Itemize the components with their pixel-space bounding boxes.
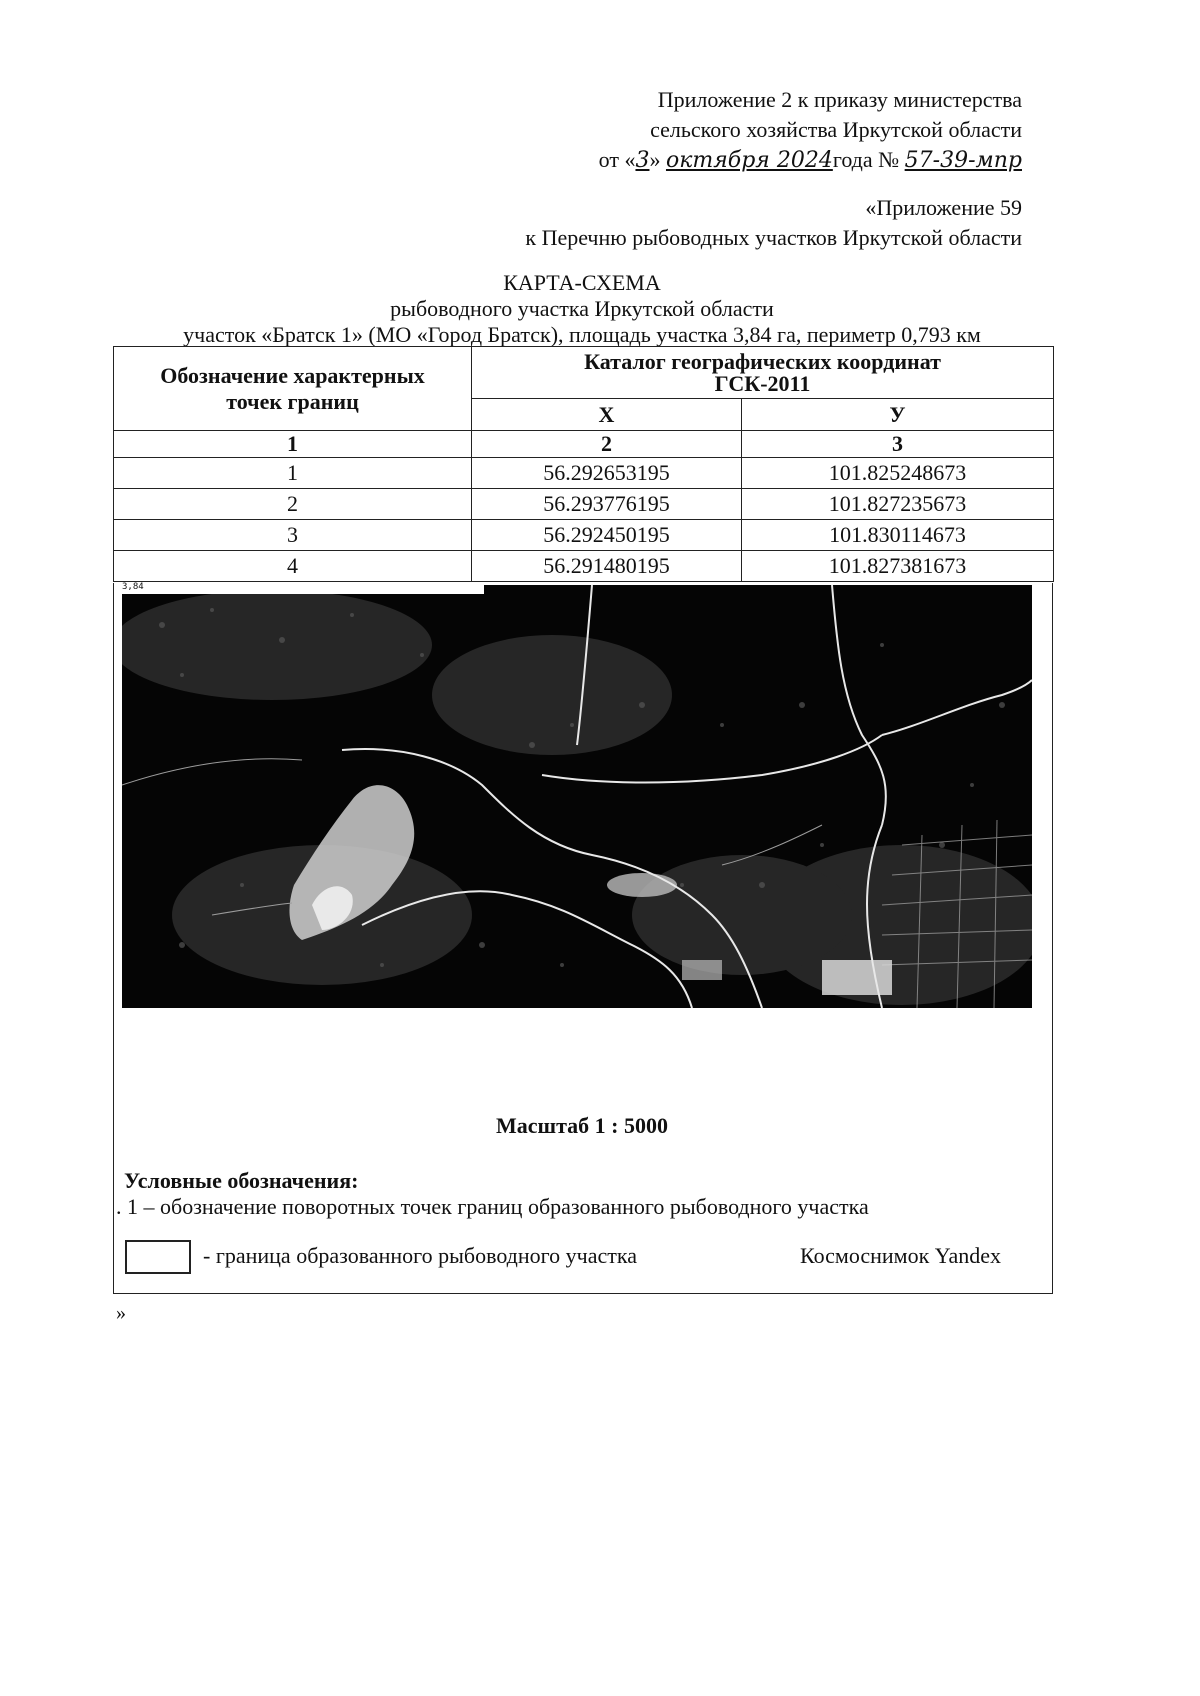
point-cell: 1 <box>114 458 472 489</box>
order-number: 57-39-мпр <box>904 148 1022 173</box>
coordinates-table <box>113 346 1054 582</box>
column-number: 1 <box>114 431 472 458</box>
column-number: 3 <box>742 431 1054 458</box>
point-cell: 4 <box>114 551 472 582</box>
point-cell: 3 <box>114 520 472 551</box>
table-row <box>114 551 1054 582</box>
table-row <box>114 458 1054 489</box>
title-line2: рыбоводного участка Иркутской области <box>390 296 774 321</box>
title-line1: КАРТА-СХЕМА <box>503 270 661 295</box>
x-cell: 56.291480195 <box>472 551 742 582</box>
table-row <box>114 489 1054 520</box>
y-cell: 101.825248673 <box>742 458 1054 489</box>
document-title <box>110 270 1054 348</box>
x-cell: 56.292653195 <box>472 458 742 489</box>
y-header: У <box>742 399 1054 431</box>
y-cell: 101.827381673 <box>742 551 1054 582</box>
y-cell: 101.830114673 <box>742 520 1054 551</box>
legend-title: Условные обозначения: <box>124 1168 359 1193</box>
order-header-line2: сельского хозяйства Иркутской области <box>650 117 1022 142</box>
x-cell: 56.292450195 <box>472 520 742 551</box>
order-month-year: октября 2024 <box>665 148 833 173</box>
x-cell: 56.293776195 <box>472 489 742 520</box>
closing-quote: » <box>116 1302 126 1324</box>
order-date-line: от «3» октября 2024года № 57-39-мпр <box>598 147 1022 173</box>
order-header <box>560 85 1022 176</box>
coordinates-table-wrap <box>113 346 1053 582</box>
catalog-header: Каталог географических координат ГСК-2011 <box>472 347 1054 399</box>
column-number: 2 <box>472 431 742 458</box>
annex-header <box>400 193 1022 253</box>
imagery-source: Космоснимок Yandex <box>800 1243 1001 1268</box>
map-label-patch <box>122 582 484 594</box>
legend-item-points: . 1 – обозначение поворотных точек границ образованного рыбоводного участка <box>116 1194 869 1219</box>
x-header: Х <box>472 399 742 431</box>
point-cell: 2 <box>114 489 472 520</box>
y-cell: 101.827235673 <box>742 489 1054 520</box>
legend-item-boundary: - граница образованного рыбоводного участка <box>203 1243 637 1268</box>
satellite-map-image <box>122 585 1032 1008</box>
points-column-header: Обозначение характерных точек границ <box>114 347 472 431</box>
annex-line2: к Перечню рыбоводных участков Иркутской области <box>525 225 1022 250</box>
table-row <box>114 520 1054 551</box>
annex-line1: «Приложение 59 <box>865 195 1022 220</box>
satellite-map <box>122 585 1032 1008</box>
title-line3: участок «Братск 1» (МО «Город Братск), площадь участка 3,84 га, периметр 0,793 км <box>183 322 981 347</box>
map-area-label: 3,84 <box>122 582 144 592</box>
order-header-line1: Приложение 2 к приказу министерства <box>657 87 1022 112</box>
legend-boundary-symbol <box>125 1240 191 1274</box>
order-day: 3 <box>635 148 650 173</box>
map-scale: Масштаб 1 : 5000 <box>495 1113 668 1138</box>
